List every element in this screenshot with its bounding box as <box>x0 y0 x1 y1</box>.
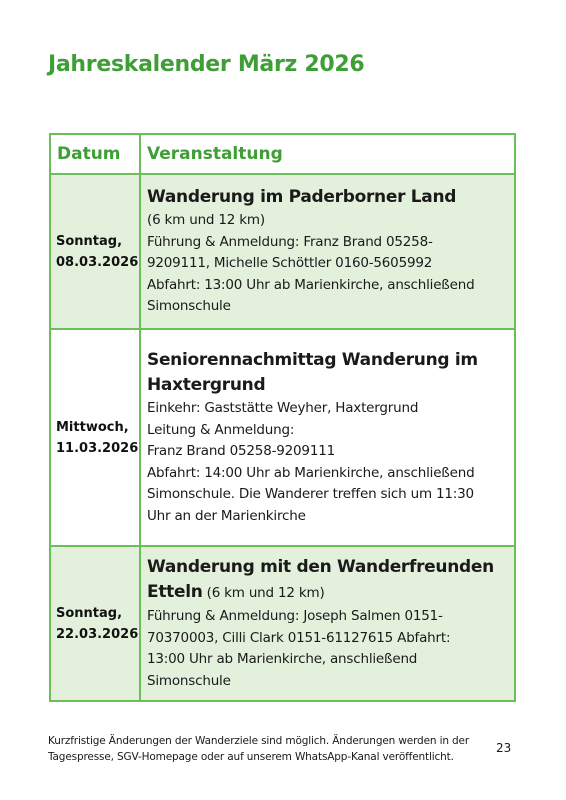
event-detail-line: Franz Brand 05258-9209111 <box>147 443 335 459</box>
date-weekday: Sonntag, <box>56 605 123 621</box>
event-cell <box>140 546 515 701</box>
event-cell <box>140 174 515 329</box>
date-weekday: Mittwoch, <box>56 419 129 435</box>
event-detail-line: Uhr an der Marienkirche <box>147 507 306 524</box>
footer-note <box>48 733 488 765</box>
event-detail-line: Führung & Anmeldung: Joseph Salmen 0151- <box>147 608 443 624</box>
event-detail-line: Führung & Anmeldung: Franz Brand 05258- <box>147 233 433 250</box>
table-row <box>50 329 515 546</box>
date-value: 22.03.2026 <box>56 626 139 642</box>
table-header-row <box>50 134 515 174</box>
column-header-event: Veranstaltung <box>140 134 515 174</box>
table-row <box>50 546 515 701</box>
footer-note-line: Tagespresse, SGV-Homepage oder auf unserem WhatsApp-Kanal veröffentlicht. <box>48 751 454 763</box>
table-row <box>50 174 515 329</box>
date-cell <box>50 329 140 546</box>
page-title: Jahreskalender März 2026 <box>48 52 365 77</box>
event-detail-line: (6 km und 12 km) <box>147 212 265 229</box>
event-title-text: Seniorennachmittag Wanderung im Haxtergrund <box>147 350 478 395</box>
event-detail-line: Einkehr: Gaststätte Weyher, Haxtergrund <box>147 400 419 416</box>
event-detail-line: Abfahrt: 14:00 Uhr ab Marienkirche, anschließend <box>147 464 475 481</box>
event-detail-line: Abfahrt: 13:00 Uhr ab Marienkirche, anschließend <box>147 276 475 293</box>
event-title <box>147 185 508 210</box>
footer-note-line: Kurzfristige Änderungen der Wanderziele sind möglich. Änderungen werden in der <box>48 735 470 747</box>
date-weekday: Sonntag, <box>56 233 123 249</box>
event-detail-line: Simonschule. Die Wanderer treffen sich um 11:30 <box>147 486 474 502</box>
event-detail-line: 13:00 Uhr ab Marienkirche, anschließend <box>147 651 418 667</box>
event-detail-line: Simonschule <box>147 672 231 689</box>
date-cell <box>50 546 140 701</box>
date-value: 11.03.2026 <box>56 440 139 456</box>
date-cell <box>50 174 140 329</box>
event-title-text: Wanderung mit den Wanderfreunden Etteln <box>147 557 494 602</box>
column-header-date: Datum <box>50 134 140 174</box>
event-title <box>147 555 508 606</box>
event-detail-line: Leitung & Anmeldung: <box>147 421 295 438</box>
page-number: 23 <box>496 741 512 755</box>
event-detail-line: 9209111, Michelle Schöttler 0160-5605992 <box>147 255 433 272</box>
event-title-text: Wanderung im Paderborner Land <box>147 187 457 208</box>
event-cell <box>140 329 515 546</box>
event-title <box>147 348 508 398</box>
event-calendar-table <box>49 133 516 702</box>
event-title-suffix: (6 km und 12 km) <box>202 585 325 601</box>
event-detail-line: 70370003, Cilli Clark 0151-61127615 Abfahrt: <box>147 629 451 646</box>
event-detail-line: Simonschule <box>147 298 231 315</box>
date-value: 08.03.2026 <box>56 254 139 270</box>
